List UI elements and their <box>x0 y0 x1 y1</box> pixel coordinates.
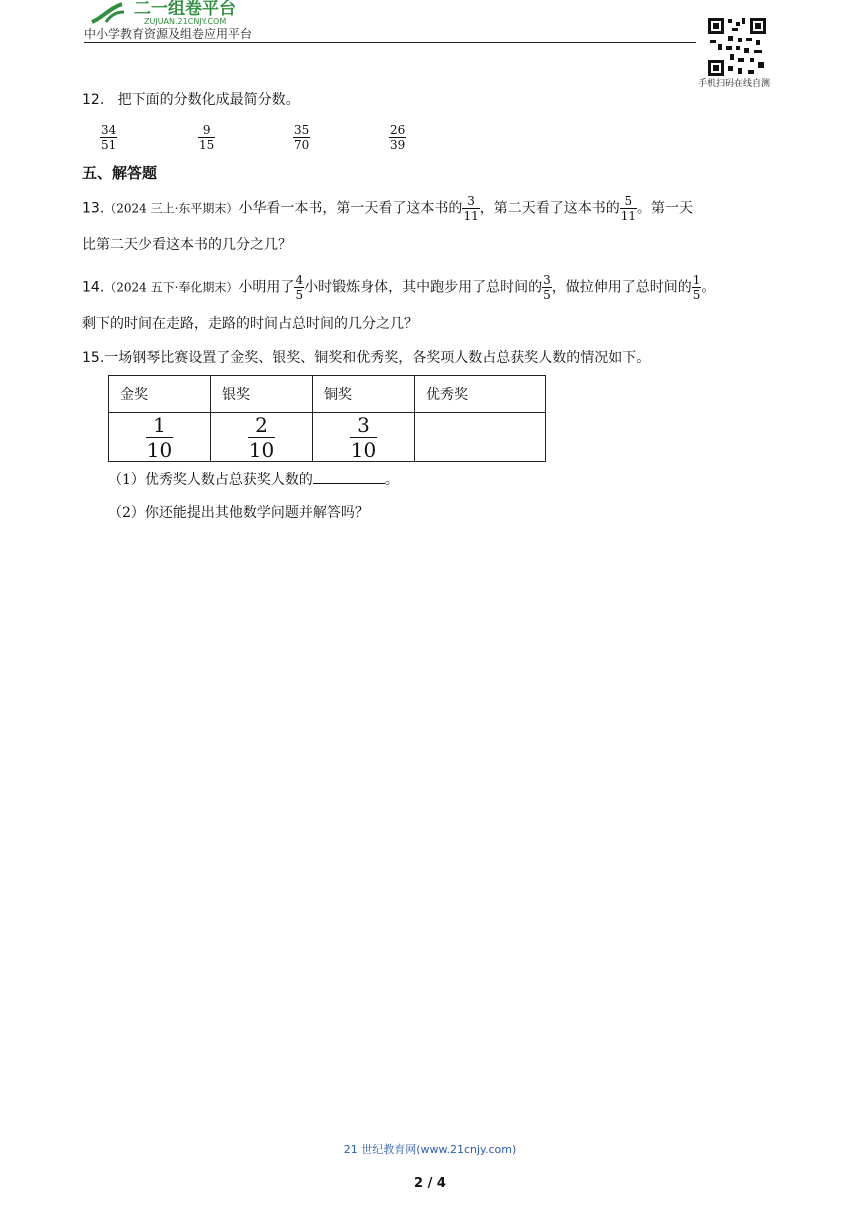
table-header-merit: 优秀奖 <box>415 376 546 413</box>
table-cell-gold: $\frac{1}{10}$ <box>109 413 211 462</box>
platform-logo <box>88 0 288 26</box>
question-14: 14.（2024 五下·奉化期末）小明用了 $\frac{4}{5}$ 小时锻炼身体，其中跑步用了总时间的 $\frac{3}{5}$ ，做拉伸用了总时间的 $\frac{1}{5}$ 。 <box>82 273 716 302</box>
table-cell-bronze: $\frac{3}{10}$ <box>313 413 415 462</box>
fraction-1: $\frac{34}{51}$ <box>101 123 117 152</box>
question-source: （2024 五下·奉化期末） <box>104 280 239 295</box>
question-12 <box>82 90 300 110</box>
fraction: $\frac{5}{11}$ <box>620 194 636 223</box>
question-13-line-2: 比第二天少看这本书的几分之几？ <box>82 237 292 253</box>
fraction: $\frac{3}{5}$ <box>543 273 551 302</box>
question-13: 13.（2024 三上·东平期末）小华看一本书，第一天看了这本书的 $\frac{3}{11}$ ，第二天看了这本书的 $\frac{5}{11}$ 。第一天 <box>82 194 693 223</box>
fraction-4: $\frac{26}{39}$ <box>390 123 406 152</box>
table-header-silver: 银奖 <box>211 376 313 413</box>
fraction: $\frac{1}{5}$ <box>692 273 701 302</box>
table-cell-silver: $\frac{2}{10}$ <box>211 413 313 462</box>
awards-table <box>108 375 546 462</box>
logo-url: ZUJUAN.21CNJY.COM <box>144 17 227 26</box>
question-14-line-2: 剩下的时间在走路，走路的时间占总时间的几分之几？ <box>82 316 418 332</box>
logo-text: 二一组卷平台 <box>134 0 236 19</box>
question-number: 12. <box>82 92 105 108</box>
fraction-2: $\frac{9}{15}$ <box>199 123 215 152</box>
table-header-row <box>109 376 546 413</box>
page-number: 2 / 4 <box>414 1176 446 1191</box>
qr-code-icon <box>706 16 768 78</box>
table-row <box>109 413 546 462</box>
table-header-gold: 金奖 <box>109 376 211 413</box>
question-source: （2024 三上·东平期末） <box>104 201 239 216</box>
header-subtitle: 中小学教育资源及组卷应用平台 <box>84 27 253 41</box>
section-title: 五、解答题 <box>82 164 158 182</box>
fraction: $\frac{3}{11}$ <box>463 194 479 223</box>
sub-question-1: （1）优秀奖人数占总获奖人数的 。 <box>108 469 399 490</box>
table-cell-merit <box>415 413 546 462</box>
answer-blank[interactable] <box>313 469 385 484</box>
table-header-bronze: 铜奖 <box>313 376 415 413</box>
fraction-3: $\frac{35}{70}$ <box>294 123 310 152</box>
qr-caption: 手机扫码在线自测 <box>698 79 771 89</box>
question-15: 15.一场钢琴比赛设置了金奖、银奖、铜奖和优秀奖，各奖项人数占总获奖人数的情况如下。 <box>82 350 651 366</box>
sub-question-2: （2）你还能提出其他数学问题并解答吗？ <box>108 505 369 521</box>
footer-link[interactable]: 21 世纪教育网(www.21cnjy.com) <box>343 1143 517 1156</box>
question-text: 把下面的分数化成最简分数。 <box>117 92 300 108</box>
fraction: $\frac{4}{5}$ <box>295 273 304 302</box>
header-divider <box>84 42 696 43</box>
